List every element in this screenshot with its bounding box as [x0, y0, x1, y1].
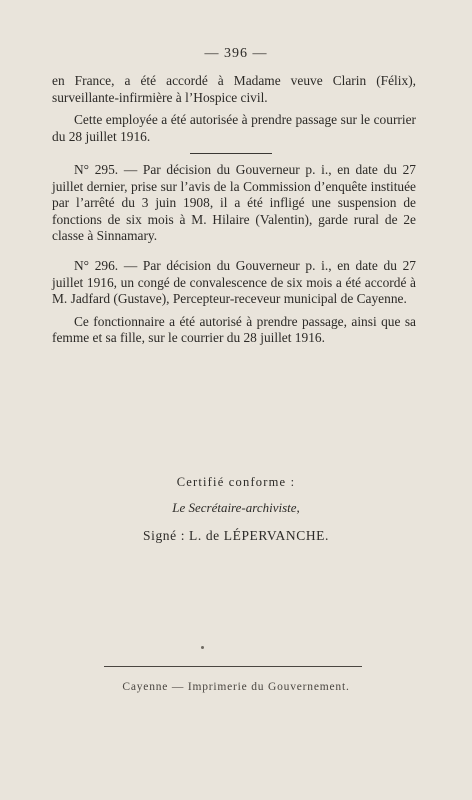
section-decision-295 [52, 162, 416, 245]
certification-label: Certifié conforme : [176, 475, 296, 489]
ink-speck [201, 646, 204, 649]
section-decision-296 [52, 258, 416, 347]
paragraph-clarin-leave: en France, a été accordé à Madame veuve Clarin (Félix), surveillante-infirmière à l’Hospice civil. [52, 73, 416, 105]
paragraph-jadfard-passage: Ce fonctionnaire a été autorisé à prendre passage, ainsi que sa femme et sa fille, sur le courrier du 28 juillet 1916. [52, 313, 416, 346]
separator-rule [190, 153, 272, 154]
paragraph-clarin-passage: Cette employée a été autorisée à prendre passage sur le courrier du 28 juillet 1916. [52, 112, 416, 144]
section-clarin [52, 73, 416, 145]
printer-footer: Cayenne — Imprimerie du Gouvernement. [122, 681, 350, 693]
certification-signature: Signé : L. de LÉPERVANCHE. [142, 528, 330, 543]
page-number: — 396 — [204, 46, 268, 61]
certification-role: Le Secrétaire-archiviste, [172, 500, 300, 515]
paragraph-decision-295: N° 295. — Par décision du Gouverneur p. i., en date du 27 juillet dernier, prise sur l’avis de la Commission d’enquête instituée par l’arrêté du 3 juin 1908, il a été infligé une suspension de fonctions de six mois à M. Hilaire (Valentin), garde rural de 2e classe à Sinnamary. [52, 162, 416, 244]
footer-rule [104, 666, 362, 667]
paragraph-decision-296: N° 296. — Par décision du Gouverneur p. i., en date du 27 juillet 1916, un congé de convalescence de six mois a été accordé à M. Jadfard (Gustave), Percepteur-receveur municipal de Cayenne. [52, 258, 416, 307]
